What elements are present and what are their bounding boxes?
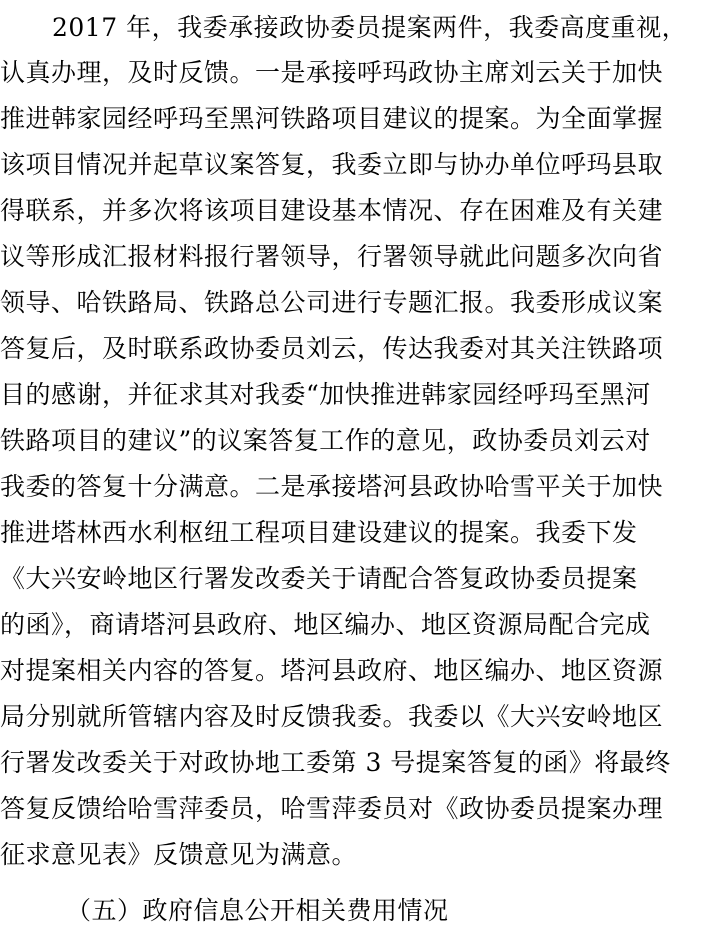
paragraph-line: 认真办理，及时反馈。一是承接呼玛政协主席刘云关于加快: [0, 58, 664, 87]
paragraph-line: 我委的答复十分满意。二是承接塔河县政协哈雪平关于加快: [0, 472, 664, 501]
paragraph-line: 推进塔林西水利枢纽工程项目建设建议的提案。我委下发: [0, 518, 638, 547]
paragraph-line: 领导、哈铁路局、铁路总公司进行专题汇报。我委形成议案: [0, 288, 664, 317]
paragraph-line: 行署发改委关于对政协地工委第 3 号提案答复的函》将最终: [0, 748, 671, 777]
section-heading: （五）政府信息公开相关费用情况: [66, 896, 449, 925]
paragraph-line: 《大兴安岭地区行署发改委关于请配合答复政协委员提案: [0, 564, 638, 593]
paragraph-line: 得联系，并多次将该项目建设基本情况、存在困难及有关建: [0, 196, 664, 225]
paragraph-line: 的函》，商请塔河县政府、地区编办、地区资源局配合完成: [0, 610, 651, 639]
paragraph-line: 征求意见表》反馈意见为满意。: [0, 840, 358, 869]
paragraph-line: 铁路项目的建议”的议案答复工作的意见，政协委员刘云对: [0, 426, 651, 455]
paragraph-line: 答复后，及时联系政协委员刘云，传达我委对其关注铁路项: [0, 334, 664, 363]
paragraph-line: 局分别就所管辖内容及时反馈我委。我委以《大兴安岭地区: [0, 702, 664, 731]
paragraph-line: 该项目情况并起草议案答复，我委立即与协办单位呼玛县取: [0, 150, 664, 179]
paragraph-line: 2017 年，我委承接政协委员提案两件，我委高度重视，: [52, 13, 688, 42]
paragraph-line: 对提案相关内容的答复。塔河县政府、地区编办、地区资源: [0, 656, 664, 685]
paragraph-line: 目的感谢，并征求其对我委“加快推进韩家园经呼玛至黑河: [0, 380, 651, 409]
paragraph-line: 答复反馈给哈雪萍委员，哈雪萍委员对《政协委员提案办理: [0, 794, 664, 823]
paragraph-line: 推进韩家园经呼玛至黑河铁路项目建议的提案。为全面掌握: [0, 104, 664, 133]
paragraph-line: 议等形成汇报材料报行署领导，行署领导就此问题多次向省: [0, 242, 664, 271]
